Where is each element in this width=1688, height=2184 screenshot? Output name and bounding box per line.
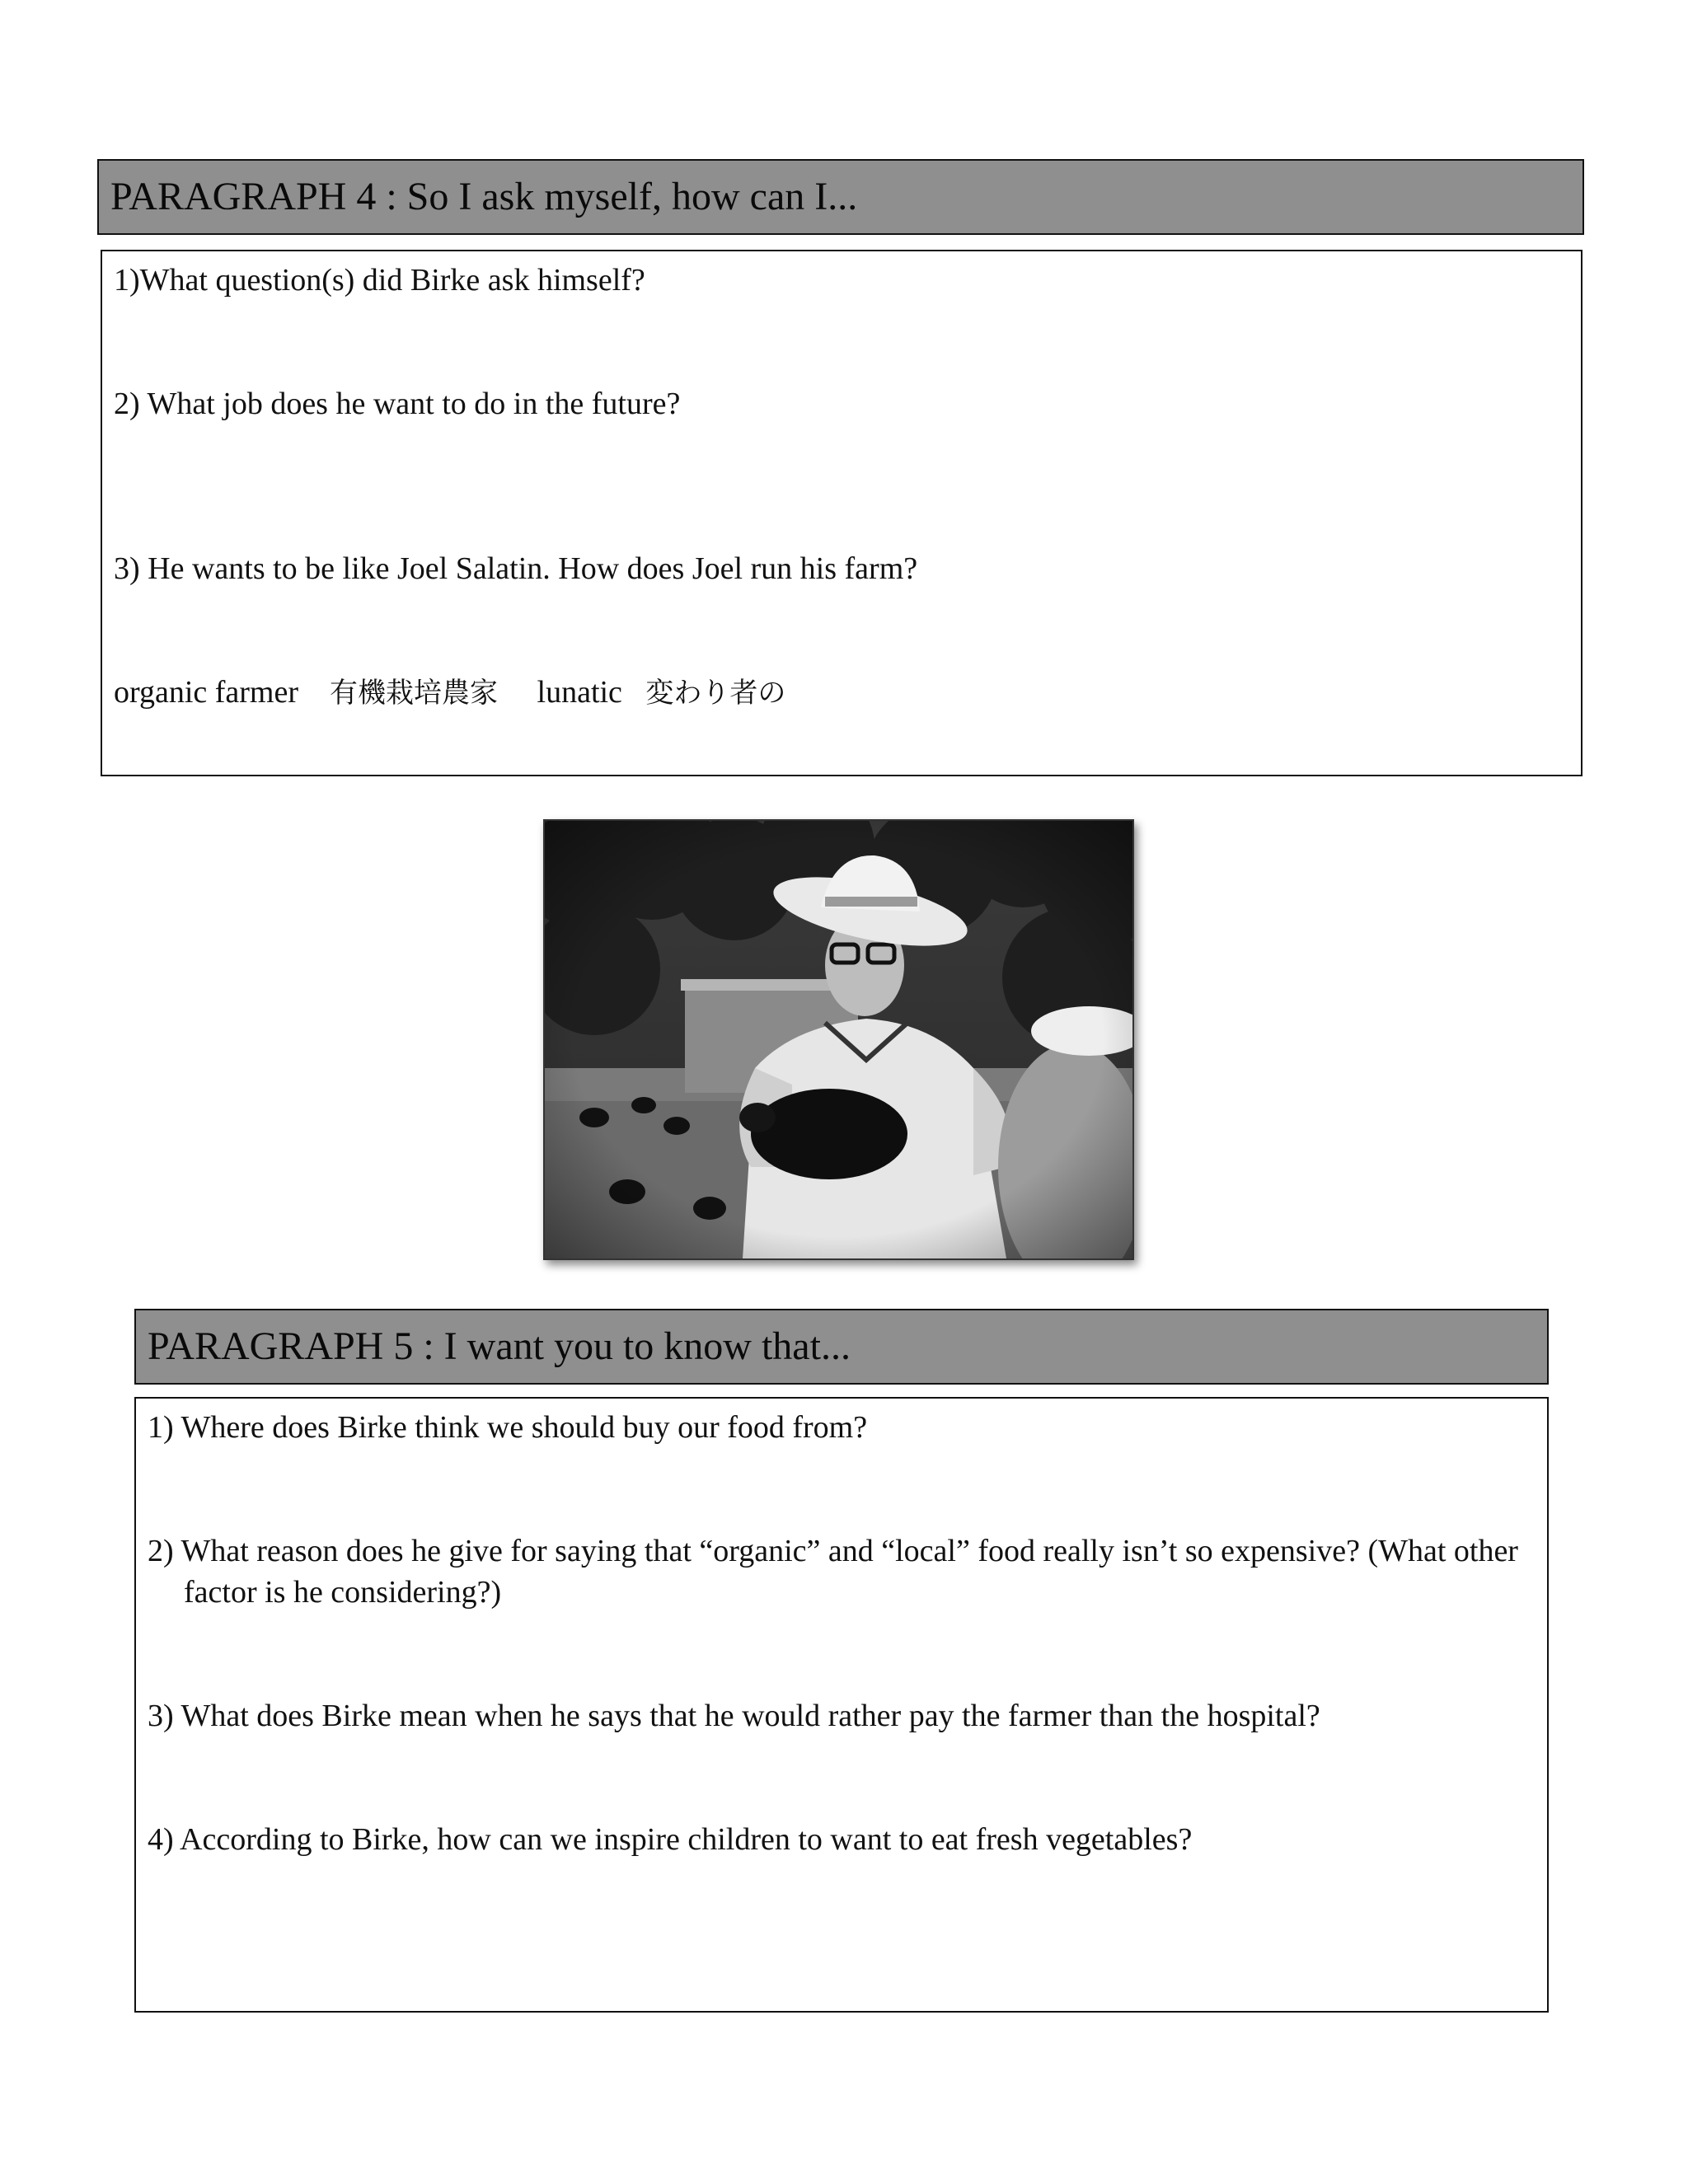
p4-question-3: 3) He wants to be like Joel Salatin. How does Joel run his farm?	[114, 551, 918, 586]
p5-question-1: 1) Where does Birke think we should buy our food from?	[148, 1410, 868, 1445]
vocab-term-lunatic-jp: 変わり者の	[645, 677, 786, 710]
vocabulary-line	[114, 672, 785, 714]
p5-question-2: 2) What reason does he give for saying that “organic” and “local” food really isn’t so expensive? (What other factor is he considering?)	[148, 1534, 1518, 1610]
p4-question-1: 1)What question(s) did Birke ask himself?	[114, 263, 645, 298]
vocab-term-organic-farmer: organic farmer	[114, 675, 299, 710]
p5-question-4: 4) According to Birke, how can we inspire children to want to eat fresh vegetables?	[148, 1822, 1193, 1857]
p5-question-3: 3) What does Birke mean when he says that he would rather pay the farmer than the hospital?	[148, 1699, 1320, 1733]
paragraph-4-header	[97, 159, 1584, 235]
paragraph-5-title: PARAGRAPH 5 : I want you to know that...	[148, 1324, 851, 1368]
p4-question-2: 2) What job does he want to do in the future?	[114, 387, 681, 421]
paragraph-5-questions-box	[134, 1397, 1549, 2013]
paragraph-4-title: PARAGRAPH 4 : So I ask myself, how can I...	[110, 175, 858, 218]
paragraph-4-questions-box	[101, 250, 1582, 776]
vocab-term-lunatic: lunatic	[537, 675, 622, 710]
vocab-term-organic-farmer-jp: 有機栽培農家	[330, 677, 499, 710]
paragraph-5-header	[134, 1309, 1549, 1385]
farmer-photo	[543, 819, 1134, 1260]
